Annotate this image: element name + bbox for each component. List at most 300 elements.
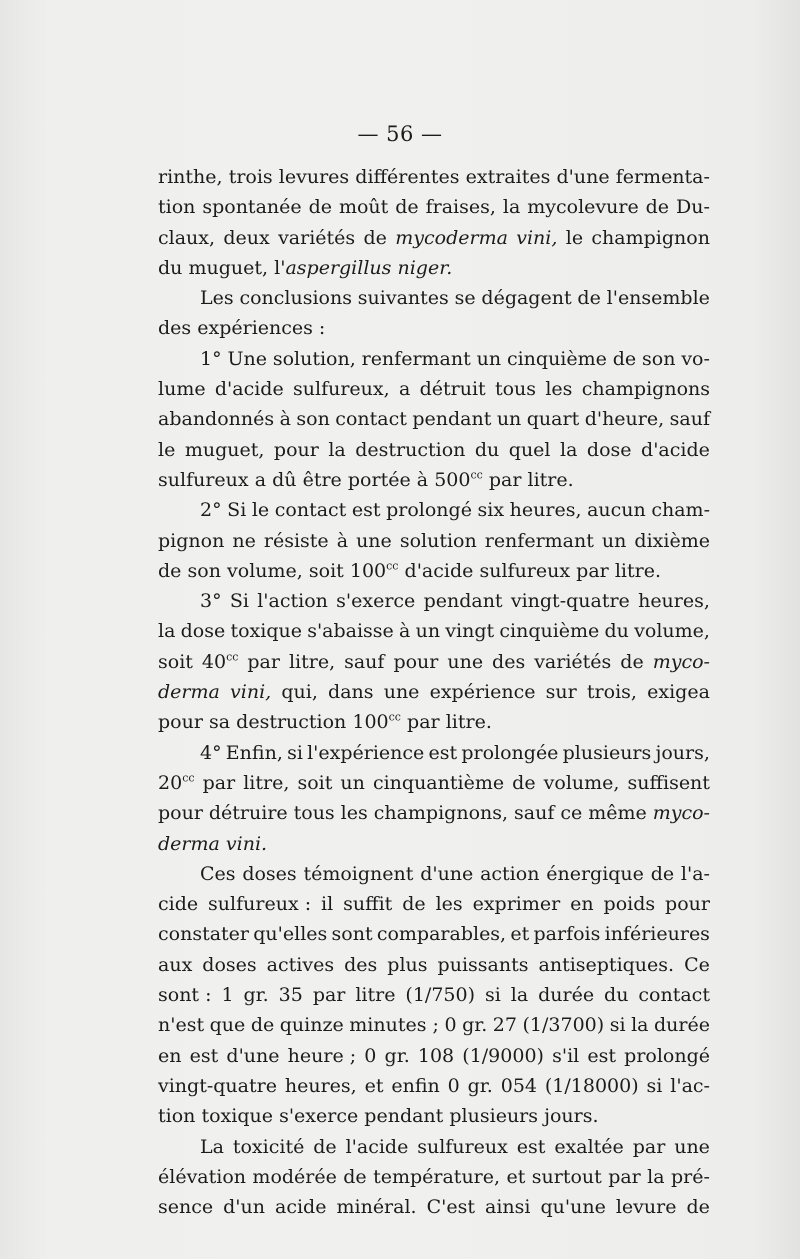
word: exaltée <box>554 1135 624 1158</box>
word: vini, <box>230 681 272 704</box>
word: dixième <box>634 529 710 552</box>
word: les <box>340 802 368 825</box>
word: derma <box>158 681 220 704</box>
text-line <box>158 1192 710 1222</box>
word: levure <box>615 1196 677 1219</box>
word: sur <box>545 681 577 704</box>
word: toxique <box>230 620 302 643</box>
word: cinquième <box>499 620 600 643</box>
word: pour <box>273 438 319 461</box>
word: Ce <box>684 953 710 976</box>
word: variétés <box>534 650 612 673</box>
word: mycoderma <box>395 226 508 249</box>
word: pendant <box>423 590 503 613</box>
word: spontanée <box>202 196 302 219</box>
text-line <box>158 404 710 434</box>
word: enfin <box>391 1074 440 1097</box>
word: sont : <box>158 984 212 1007</box>
word: du <box>158 256 183 279</box>
word: suivantes <box>357 287 449 310</box>
word: l'ac- <box>670 1074 710 1097</box>
word: fermenta- <box>615 166 710 188</box>
word: six <box>477 499 505 522</box>
word: des <box>344 953 378 976</box>
word: action <box>480 862 540 885</box>
word: de <box>158 559 182 582</box>
word: détruit <box>419 378 486 401</box>
word: 27 <box>492 1014 517 1037</box>
word: tous <box>494 378 537 401</box>
word: la <box>328 438 346 461</box>
word: surtout <box>531 1165 602 1188</box>
text-line <box>158 1132 710 1162</box>
word: par <box>202 771 236 794</box>
word: l'a- <box>680 862 710 885</box>
word: aux <box>158 953 193 976</box>
word: vingt-quatre <box>158 1074 277 1097</box>
word: durée <box>654 1014 710 1037</box>
word: fraises, <box>425 196 496 219</box>
text-line <box>158 919 710 949</box>
word: vingt-quatre <box>510 590 630 613</box>
word: sont <box>331 923 373 946</box>
word: si <box>484 984 501 1007</box>
word: litre. <box>527 468 574 491</box>
word: que <box>209 1014 246 1037</box>
word: et <box>510 923 530 946</box>
word: le <box>158 438 176 461</box>
word: cham- <box>651 499 710 522</box>
word: 2° <box>200 499 222 522</box>
word: jours. <box>544 1105 599 1128</box>
word: plusieurs <box>562 741 652 764</box>
word: C'est <box>426 1196 475 1219</box>
word: contact <box>335 408 407 431</box>
word: champignons, <box>373 802 509 825</box>
word: 35 <box>278 984 303 1007</box>
text-line <box>158 374 710 404</box>
word: s'exerce <box>279 1105 359 1128</box>
word: pour <box>393 650 439 673</box>
word: en <box>570 893 594 916</box>
word: sence <box>158 1196 214 1219</box>
word: sulfureux <box>417 1135 508 1158</box>
word: par <box>247 650 280 673</box>
text-line <box>158 859 710 889</box>
word: quel <box>508 438 551 461</box>
word: la <box>560 438 578 461</box>
text-line <box>158 1101 710 1131</box>
word: d'une <box>226 1044 280 1067</box>
word: à <box>279 408 291 431</box>
text-line <box>158 677 710 707</box>
text-line <box>158 465 710 495</box>
word: $500^{cc}$ <box>434 468 483 491</box>
word: de <box>402 893 426 916</box>
word: trois <box>228 166 273 188</box>
word: la <box>510 984 529 1007</box>
word: pour <box>158 711 203 734</box>
word: l'acide <box>345 1135 409 1158</box>
word: témoignent <box>303 862 414 885</box>
word: solution <box>399 529 477 552</box>
word: 1° <box>200 347 222 370</box>
word: sulfureux, <box>293 378 390 401</box>
text-line <box>158 192 710 222</box>
word: constater <box>158 923 249 946</box>
text-line <box>158 1162 710 1192</box>
word: myco- <box>652 802 710 825</box>
word: à <box>416 468 429 491</box>
word: Si <box>229 590 249 613</box>
word: myco- <box>652 650 710 673</box>
word: moût <box>338 196 389 219</box>
word: qu'une <box>540 1196 606 1219</box>
word: pendant <box>412 408 492 431</box>
word: heures, <box>284 1074 357 1097</box>
word: pignon <box>158 529 225 552</box>
word: suffit <box>343 893 393 916</box>
word: par <box>312 984 346 1007</box>
word: prolongé <box>386 499 472 522</box>
word: plusieurs <box>449 1105 539 1128</box>
word: ne <box>232 529 256 552</box>
text-line <box>158 223 710 253</box>
word: des <box>492 650 526 673</box>
word: son <box>187 559 221 582</box>
word: est <box>428 741 458 764</box>
word: est <box>351 499 381 522</box>
word: $20^{cc}$ <box>158 771 195 794</box>
word: est <box>516 1135 546 1158</box>
word: vingt <box>445 620 495 643</box>
word: est <box>587 1044 617 1067</box>
word: Du- <box>676 196 710 219</box>
word: niger. <box>397 256 453 279</box>
word: (1/18000) <box>544 1074 639 1097</box>
word: modérée <box>252 1165 337 1188</box>
word: de <box>512 771 536 794</box>
word: $100^{cc}$ <box>349 559 399 582</box>
word: l'expérience <box>307 741 425 764</box>
word: extraites <box>465 166 551 188</box>
word: rinthe, <box>158 166 223 188</box>
word: a <box>254 468 267 491</box>
text-line <box>158 707 710 737</box>
word: à <box>336 529 349 552</box>
word: être <box>302 468 342 491</box>
word: même <box>588 802 647 825</box>
word: si <box>646 1074 663 1097</box>
word: quart <box>526 408 580 431</box>
word: dans <box>328 681 374 704</box>
word: muguet, <box>184 438 265 461</box>
word: vini, <box>516 226 558 249</box>
word: contact <box>274 499 347 522</box>
word: de <box>395 196 419 219</box>
word: doses <box>202 953 257 976</box>
word: litre. <box>614 559 661 582</box>
word: sauf <box>344 650 385 673</box>
word: (1/9000) <box>462 1044 544 1067</box>
word: gr. <box>467 1074 493 1097</box>
word: l'aspergillus <box>274 256 392 279</box>
word: 0 <box>444 1014 457 1037</box>
word: une <box>356 529 392 552</box>
word: destruction <box>236 711 347 734</box>
word: le <box>251 499 270 522</box>
word: expériences : <box>197 317 326 340</box>
word: deux <box>223 226 270 249</box>
word: minutes ; <box>349 1014 439 1037</box>
text-line <box>158 283 710 313</box>
word: vini. <box>225 832 268 855</box>
word: n'est <box>158 1014 205 1037</box>
word: de <box>612 347 637 370</box>
word: un <box>496 408 522 431</box>
text-line <box>158 495 710 525</box>
word: de <box>363 226 387 249</box>
word: durée <box>538 984 595 1007</box>
word: trois, <box>586 681 637 704</box>
word: Les <box>200 287 234 310</box>
word: de <box>650 862 675 885</box>
word: gr. <box>384 1044 410 1067</box>
word: $40^{cc}$ <box>201 650 239 673</box>
word: volume, <box>634 620 710 643</box>
page-number: — 56 — <box>357 122 443 146</box>
word: sulfureux : <box>208 893 312 916</box>
word: minéral. <box>336 1196 417 1219</box>
word: une <box>674 1135 710 1158</box>
word: acide <box>275 1196 327 1219</box>
text-line <box>158 162 710 192</box>
word: mycolevure <box>527 196 639 219</box>
word: variétés <box>278 226 356 249</box>
word: de <box>250 1014 275 1037</box>
text-line <box>158 889 710 919</box>
word: renfermant <box>361 347 471 370</box>
word: heure ; <box>287 1044 357 1067</box>
word: jours, <box>655 741 710 764</box>
text-line <box>158 526 710 556</box>
word: sauf <box>514 802 555 825</box>
word: de <box>620 650 644 673</box>
word: les <box>545 378 573 401</box>
word: dû <box>272 468 297 491</box>
text-line <box>158 1010 710 1040</box>
word: qui, <box>281 681 318 704</box>
word: prolongée <box>461 741 559 764</box>
word: par <box>488 468 522 491</box>
word: La <box>200 1135 224 1158</box>
word: élévation <box>158 1165 247 1188</box>
word: gr. <box>462 1014 488 1037</box>
word: renfermant <box>484 529 594 552</box>
word: ainsi <box>485 1196 531 1219</box>
word: de <box>577 287 601 310</box>
word: exprimer <box>472 893 561 916</box>
word: exigea <box>647 681 710 704</box>
word: $100^{cc}$ <box>352 711 401 734</box>
text-line <box>158 829 710 859</box>
word: s'exerce <box>336 590 416 613</box>
word: Ces <box>200 862 236 885</box>
word: litre, <box>288 650 336 673</box>
word: Une <box>227 347 267 370</box>
word: si <box>287 741 303 764</box>
text-line <box>158 980 710 1010</box>
word: toxique <box>201 1105 273 1128</box>
word: d'heure, <box>584 408 665 431</box>
word: d'un <box>223 1196 265 1219</box>
word: conclusions <box>239 287 352 310</box>
word: litre <box>355 984 396 1007</box>
word: et <box>506 1165 526 1188</box>
body-text <box>158 162 710 1222</box>
word: d'acide <box>641 438 710 461</box>
word: 3° <box>200 590 222 613</box>
word: si <box>609 1014 626 1037</box>
text-line <box>158 738 710 768</box>
word: son <box>642 347 676 370</box>
word: sulfureux <box>158 468 249 491</box>
word: lume <box>158 378 206 401</box>
word: les <box>435 893 463 916</box>
word: champignons <box>581 378 710 401</box>
word: par <box>576 559 609 582</box>
word: portée <box>347 468 411 491</box>
word: pour <box>665 893 710 916</box>
word: des <box>158 317 192 340</box>
word: énergique <box>546 862 644 885</box>
word: un <box>415 620 441 643</box>
word: détruire <box>208 802 288 825</box>
word: tion <box>158 196 196 219</box>
word: pendant <box>364 1105 444 1128</box>
word: différentes <box>355 166 460 188</box>
word: tion <box>158 1105 196 1128</box>
word: cinquantième <box>372 771 505 794</box>
word: tous <box>293 802 335 825</box>
word: 0 <box>364 1044 377 1067</box>
word: Enfin, <box>225 741 283 764</box>
word: dose <box>586 438 632 461</box>
word: destruction <box>355 438 466 461</box>
word: pré- <box>670 1165 710 1188</box>
word: soit <box>158 650 193 673</box>
word: de <box>313 1135 337 1158</box>
word: suffisent <box>627 771 710 794</box>
word: 0 <box>447 1074 460 1097</box>
word: vo- <box>681 347 710 370</box>
word: (1/750) <box>405 984 476 1007</box>
word: par <box>632 1135 666 1158</box>
word: comparables, <box>376 923 507 946</box>
word: abandonnés <box>158 408 275 431</box>
text-line <box>158 950 710 980</box>
word: derma <box>158 832 220 855</box>
word: 1 <box>221 984 234 1007</box>
word: du <box>474 438 500 461</box>
word: résiste <box>263 529 329 552</box>
word: son <box>296 408 330 431</box>
word: d'une <box>556 166 610 188</box>
word: de <box>308 196 332 219</box>
word: muguet, <box>188 256 269 279</box>
word: à <box>399 620 411 643</box>
text-line <box>158 344 710 374</box>
word: d'une <box>420 862 474 885</box>
word: prolongé <box>624 1044 710 1067</box>
word: volume, <box>543 771 620 794</box>
word: l'action <box>257 590 328 613</box>
word: sulfureux <box>479 559 571 582</box>
word: se <box>454 287 476 310</box>
word: champignon <box>591 226 710 249</box>
word: expérience <box>429 681 536 704</box>
word: pour <box>158 802 203 825</box>
word: parfois <box>533 923 601 946</box>
word: la <box>647 1165 665 1188</box>
word: ce <box>560 802 583 825</box>
word: Si <box>227 499 247 522</box>
word: litre, <box>243 771 290 794</box>
word: quinze <box>279 1014 344 1037</box>
word: est <box>189 1044 219 1067</box>
word: contact <box>638 984 710 1007</box>
word: doses <box>242 862 297 885</box>
word: sa <box>209 711 231 734</box>
text-line <box>158 768 710 798</box>
word: il <box>321 893 334 916</box>
text-line <box>158 313 710 343</box>
text-line <box>158 556 710 586</box>
word: d'acide <box>214 378 284 401</box>
word: puissants <box>437 953 529 976</box>
text-line <box>158 798 710 828</box>
word: a <box>398 378 411 401</box>
word: 4° <box>200 741 222 764</box>
word: claux, <box>158 226 216 249</box>
word: par <box>608 1165 641 1188</box>
word: s'il <box>552 1044 580 1067</box>
word: dégagent <box>481 287 572 310</box>
word: par <box>407 711 440 734</box>
word: un <box>476 347 502 370</box>
text-line <box>158 1071 710 1101</box>
word: 108 <box>417 1044 455 1067</box>
text-line <box>158 435 710 465</box>
text-line <box>158 1041 710 1071</box>
word: soit <box>308 559 344 582</box>
word: qu'elles <box>253 923 328 946</box>
word: volume, <box>227 559 303 582</box>
word: litre. <box>445 711 492 734</box>
word: actives <box>266 953 335 976</box>
word: aucun <box>587 499 646 522</box>
word: de <box>645 196 670 219</box>
word: l'ensemble <box>606 287 710 310</box>
word: et <box>364 1074 384 1097</box>
word: une <box>383 681 420 704</box>
word: poids <box>603 893 656 916</box>
word: levures <box>278 166 350 188</box>
word: heures, <box>509 499 582 522</box>
word: du <box>604 984 629 1007</box>
word: plus <box>387 953 428 976</box>
word: dose <box>180 620 226 643</box>
